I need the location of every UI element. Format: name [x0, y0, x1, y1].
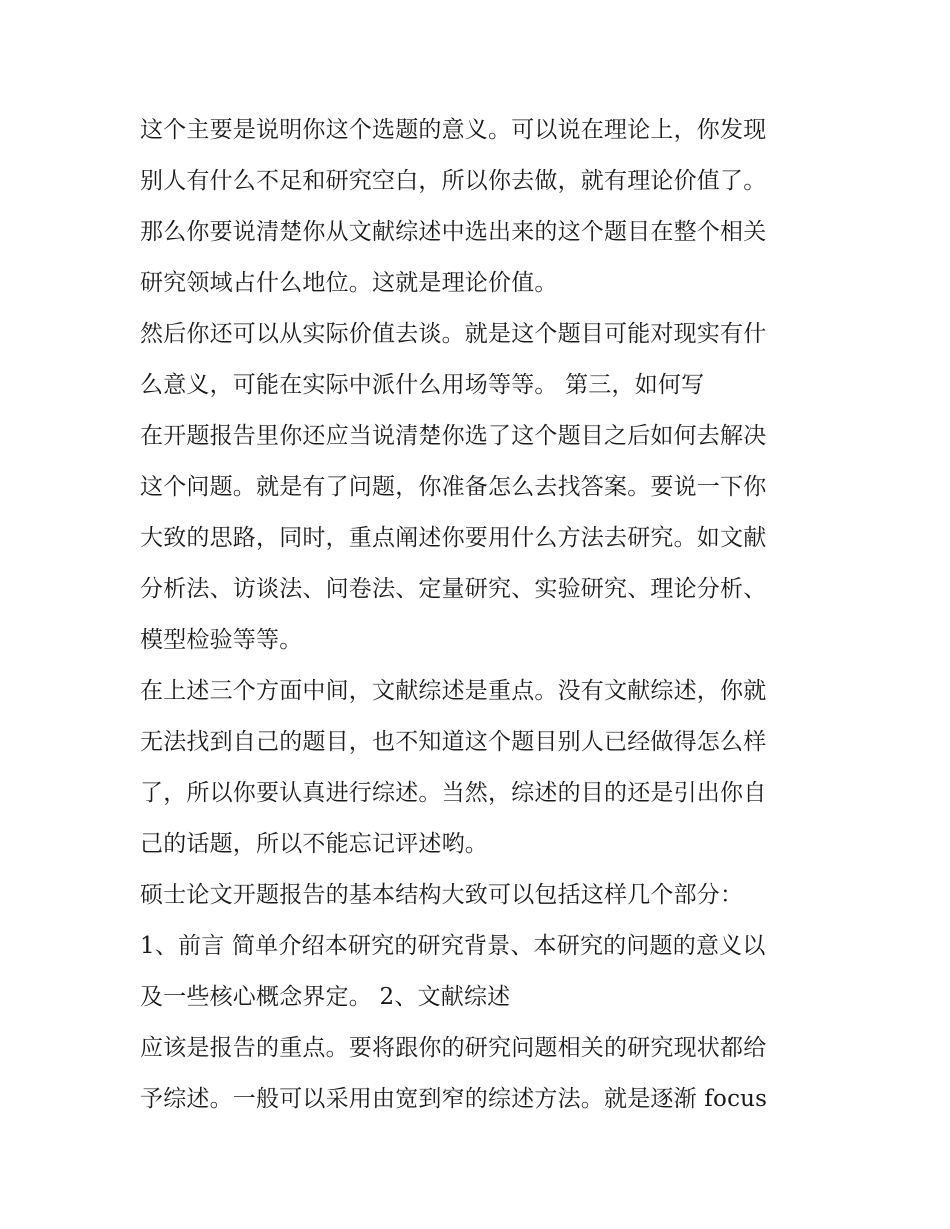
- text-line: 这个问题。就是有了问题，你准备怎么去找答案。要说一下你: [140, 474, 767, 500]
- text-line: 然后你还可以从实际价值去谈。就是这个题目可能对现实有什: [140, 321, 767, 347]
- text-line: 无法找到自己的题目，也不知道这个题目别人已经做得怎么样: [140, 729, 767, 755]
- text-line: 在上述三个方面中间，文献综述是重点。没有文献综述，你就: [140, 678, 767, 704]
- text-line: 在开题报告里你还应当说清楚你选了这个题目之后如何去解决: [140, 423, 767, 449]
- text-line: 这个主要是说明你这个选题的意义。可以说在理论上，你发现: [140, 117, 767, 143]
- text-line: 么意义，可能在实际中派什么用场等等。 第三，如何写: [140, 372, 705, 398]
- text-line: 硕士论文开题报告的基本结构大致可以包括这样几个部分：: [140, 882, 744, 908]
- text-line: 分析法、访谈法、问卷法、定量研究、实验研究、理论分析、: [140, 576, 767, 602]
- text-line: 予综述。一般可以采用由宽到窄的综述方法。就是逐渐 focus: [140, 1086, 768, 1112]
- text-line: 大致的思路，同时，重点阐述你要用什么方法去研究。如文献: [140, 525, 767, 551]
- text-line: 了，所以你要认真进行综述。当然，综述的目的还是引出你自: [140, 780, 767, 806]
- document-body: [140, 105, 820, 1125]
- text-line: 应该是报告的重点。要将跟你的研究问题相关的研究现状都给: [140, 1035, 767, 1061]
- text-line: 研究领域占什么地位。这就是理论价值。: [140, 270, 558, 296]
- text-line: 别人有什么不足和研究空白，所以你去做，就有理论价值了。: [140, 168, 767, 194]
- text-line: 那么你要说清楚你从文献综述中选出来的这个题目在整个相关: [140, 219, 767, 245]
- text-line: 及一些核心概念界定。 2、文献综述: [140, 984, 511, 1010]
- text-line: 模型检验等等。: [140, 627, 303, 653]
- text-line: 己的话题，所以不能忘记评述哟。: [140, 831, 488, 857]
- text-line: 1、前言 简单介绍本研究的研究背景、本研究的问题的意义以: [140, 933, 766, 959]
